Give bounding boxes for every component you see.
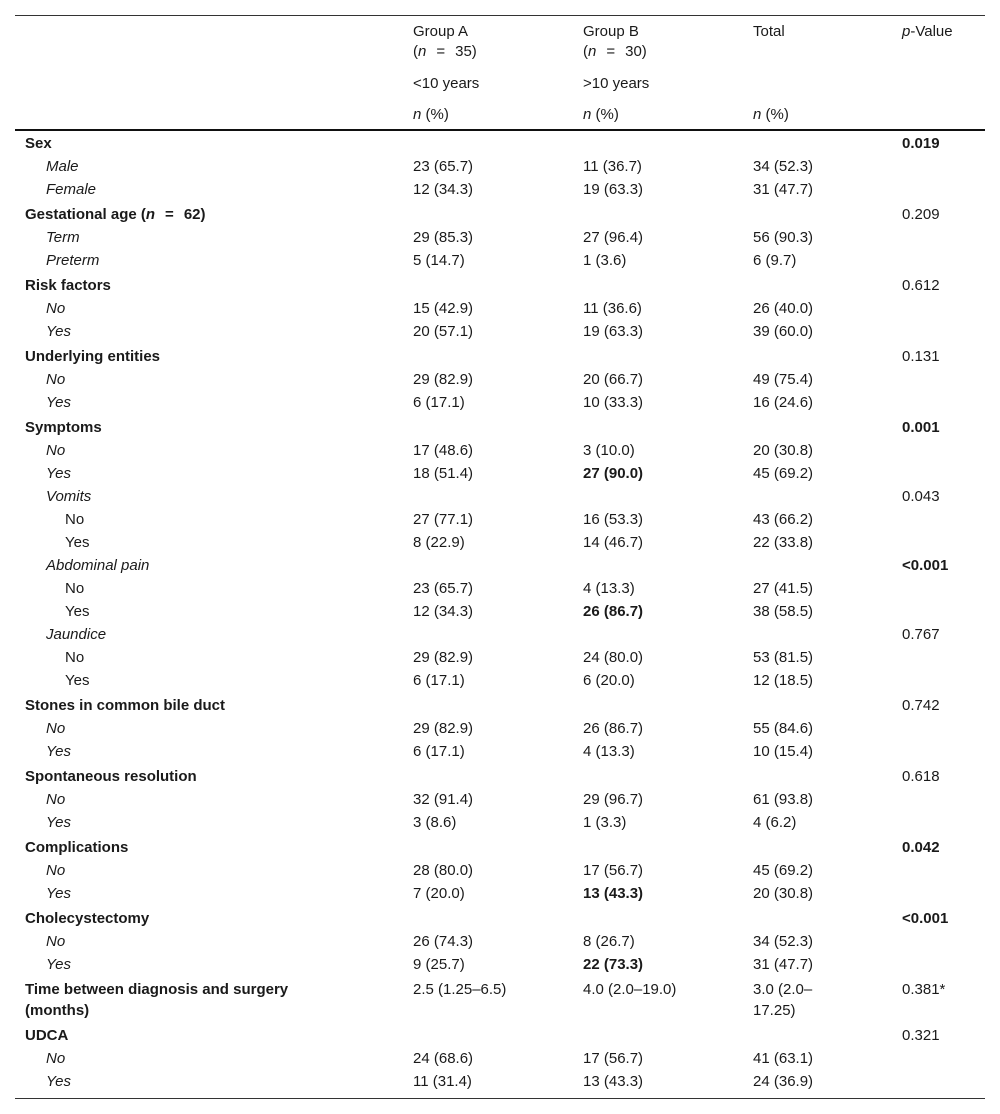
- row-label: Time between diagnosis and surgery: [25, 981, 289, 998]
- row-b: 8 (26.7): [583, 933, 635, 950]
- row-t: 39 (60.0): [753, 323, 814, 340]
- row-label: Yes: [46, 814, 72, 831]
- row-p: 0.321: [902, 1027, 940, 1044]
- table-bottom-rule: [15, 1098, 985, 1099]
- table-top-rule: [15, 15, 985, 16]
- row-a: 9 (25.7): [413, 956, 465, 973]
- row-label: No: [65, 511, 85, 528]
- row-b: 29 (96.7): [583, 791, 644, 808]
- row-label: Yes: [46, 394, 72, 411]
- row-label: No: [46, 791, 66, 808]
- row-a: 24 (68.6): [413, 1050, 474, 1067]
- row-t: 34 (52.3): [753, 933, 814, 950]
- row-label: Spontaneous resolution: [25, 768, 197, 785]
- row-a: 32 (91.4): [413, 791, 474, 808]
- row-a: 12 (34.3): [413, 603, 474, 620]
- row-t: 53 (81.5): [753, 649, 814, 666]
- row-a: 23 (65.7): [413, 158, 474, 175]
- row-label: Yes: [46, 465, 72, 482]
- row-label: Yes: [46, 323, 72, 340]
- header-total: Total: [753, 23, 785, 40]
- row-t: 56 (90.3): [753, 229, 814, 246]
- row-t: 10 (15.4): [753, 743, 814, 760]
- row-b: 20 (66.7): [583, 371, 644, 388]
- row-b: 17 (56.7): [583, 862, 644, 879]
- row-t: 41 (63.1): [753, 1050, 814, 1067]
- row-t: 20 (30.8): [753, 885, 814, 902]
- row-p: 0.381*: [902, 981, 946, 998]
- header-rule: [15, 129, 985, 131]
- row-label: Male: [46, 158, 79, 175]
- row-label: Yes: [46, 743, 72, 760]
- row-label: Abdominal pain: [46, 557, 150, 574]
- row-p: 0.019: [902, 135, 940, 152]
- row-label: Yes: [46, 885, 72, 902]
- header-p-value: p-Value: [902, 23, 953, 40]
- row-label-cont: (months): [25, 1002, 90, 1019]
- row-label: No: [46, 933, 66, 950]
- row-a: 20 (57.1): [413, 323, 474, 340]
- row-label: Cholecystectomy: [25, 910, 150, 927]
- row-a: 29 (82.9): [413, 649, 474, 666]
- row-label: Term: [46, 229, 80, 246]
- row-t: 27 (41.5): [753, 580, 814, 597]
- header-group-a-age: <10 years: [413, 75, 480, 92]
- header-group-b-unit: n (%): [583, 106, 619, 123]
- row-label: Underlying entities: [25, 348, 161, 365]
- row-a: 8 (22.9): [413, 534, 465, 551]
- row-b: 10 (33.3): [583, 394, 644, 411]
- row-t: 55 (84.6): [753, 720, 814, 737]
- row-a: 29 (82.9): [413, 371, 474, 388]
- row-label: No: [46, 862, 66, 879]
- row-t: 6 (9.7): [753, 252, 797, 269]
- row-label: No: [46, 300, 66, 317]
- row-label: Symptoms: [25, 419, 102, 436]
- row-a: 29 (85.3): [413, 229, 474, 246]
- row-t: 34 (52.3): [753, 158, 814, 175]
- row-p: 0.612: [902, 277, 940, 294]
- row-a: 28 (80.0): [413, 862, 474, 879]
- row-label: Female: [46, 181, 97, 198]
- row-a: 11 (31.4): [413, 1073, 472, 1090]
- row-b: 4.0 (2.0–19.0): [583, 981, 677, 998]
- row-a: 5 (14.7): [413, 252, 465, 269]
- row-label: No: [46, 720, 66, 737]
- row-a: 27 (77.1): [413, 511, 474, 528]
- row-b: 17 (56.7): [583, 1050, 644, 1067]
- row-label: Complications: [25, 839, 129, 856]
- row-t: 61 (93.8): [753, 791, 814, 808]
- row-b: 1 (3.6): [583, 252, 627, 269]
- row-t: 22 (33.8): [753, 534, 814, 551]
- row-b: 13 (43.3): [583, 885, 644, 902]
- row-a: 7 (20.0): [413, 885, 465, 902]
- row-a: 2.5 (1.25–6.5): [413, 981, 507, 998]
- row-label: Stones in common bile duct: [25, 697, 226, 714]
- row-a: 29 (82.9): [413, 720, 474, 737]
- row-label: Yes: [46, 956, 72, 973]
- row-t: 45 (69.2): [753, 465, 814, 482]
- header-group-b-age: >10 years: [583, 75, 650, 92]
- row-p: 0.767: [902, 626, 940, 643]
- row-a: 23 (65.7): [413, 580, 474, 597]
- row-b: 19 (63.3): [583, 323, 644, 340]
- row-t: 49 (75.4): [753, 371, 814, 388]
- row-p: 0.043: [902, 488, 940, 505]
- row-label: Sex: [25, 135, 52, 152]
- header-group-a-n: (n = 35): [413, 43, 477, 60]
- row-label: Gestational age (n = 62): [25, 206, 206, 223]
- row-t: 43 (66.2): [753, 511, 814, 528]
- row-b: 22 (73.3): [583, 956, 644, 973]
- row-a: 12 (34.3): [413, 181, 474, 198]
- row-t: 45 (69.2): [753, 862, 814, 879]
- row-p: <0.001: [902, 910, 949, 927]
- row-t: 26 (40.0): [753, 300, 814, 317]
- row-t: 3.0 (2.0–: [753, 981, 813, 998]
- row-a: 6 (17.1): [413, 394, 465, 411]
- row-label: UDCA: [25, 1027, 69, 1044]
- row-label: No: [65, 580, 85, 597]
- row-b: 1 (3.3): [583, 814, 627, 831]
- row-t-cont: 17.25): [753, 1002, 796, 1019]
- header-group-a: Group A: [413, 23, 469, 40]
- row-a: 17 (48.6): [413, 442, 474, 459]
- row-label: Yes: [65, 672, 90, 689]
- row-label: Yes: [46, 1073, 72, 1090]
- row-t: 20 (30.8): [753, 442, 814, 459]
- row-label: Yes: [65, 534, 90, 551]
- row-label: No: [46, 371, 66, 388]
- row-b: 26 (86.7): [583, 603, 644, 620]
- row-p: 0.131: [902, 348, 940, 365]
- row-p: 0.001: [902, 419, 940, 436]
- row-label: Risk factors: [25, 277, 111, 294]
- header-total-unit: n (%): [753, 106, 789, 123]
- row-b: 19 (63.3): [583, 181, 644, 198]
- row-a: 6 (17.1): [413, 743, 465, 760]
- row-a: 6 (17.1): [413, 672, 465, 689]
- header-group-a-unit: n (%): [413, 106, 449, 123]
- row-label: Jaundice: [46, 626, 107, 643]
- row-t: 31 (47.7): [753, 956, 814, 973]
- row-p: 0.742: [902, 697, 940, 714]
- row-label: No: [46, 442, 66, 459]
- header-group-b-n: (n = 30): [583, 43, 647, 60]
- row-a: 18 (51.4): [413, 465, 474, 482]
- row-b: 26 (86.7): [583, 720, 644, 737]
- row-t: 38 (58.5): [753, 603, 814, 620]
- row-b: 4 (13.3): [583, 580, 635, 597]
- row-b: 14 (46.7): [583, 534, 644, 551]
- row-b: 11 (36.7): [583, 158, 642, 175]
- header-group-b: Group B: [583, 23, 639, 40]
- row-label: No: [46, 1050, 66, 1067]
- row-b: 4 (13.3): [583, 743, 635, 760]
- row-t: 31 (47.7): [753, 181, 814, 198]
- row-b: 13 (43.3): [583, 1073, 644, 1090]
- row-t: 16 (24.6): [753, 394, 814, 411]
- row-b: 11 (36.6): [583, 300, 642, 317]
- row-t: 4 (6.2): [753, 814, 797, 831]
- row-t: 24 (36.9): [753, 1073, 814, 1090]
- row-label: Preterm: [46, 252, 100, 269]
- row-b: 6 (20.0): [583, 672, 635, 689]
- row-p: <0.001: [902, 557, 949, 574]
- row-t: 12 (18.5): [753, 672, 814, 689]
- row-label: Vomits: [46, 488, 92, 505]
- row-label: No: [65, 649, 85, 666]
- row-p: 0.042: [902, 839, 940, 856]
- row-a: 26 (74.3): [413, 933, 474, 950]
- row-b: 27 (96.4): [583, 229, 644, 246]
- row-a: 15 (42.9): [413, 300, 474, 317]
- row-b: 24 (80.0): [583, 649, 644, 666]
- row-p: 0.618: [902, 768, 940, 785]
- row-p: 0.209: [902, 206, 940, 223]
- row-a: 3 (8.6): [413, 814, 457, 831]
- row-b: 16 (53.3): [583, 511, 644, 528]
- row-label: Yes: [65, 603, 90, 620]
- row-b: 27 (90.0): [583, 465, 644, 482]
- row-b: 3 (10.0): [583, 442, 635, 459]
